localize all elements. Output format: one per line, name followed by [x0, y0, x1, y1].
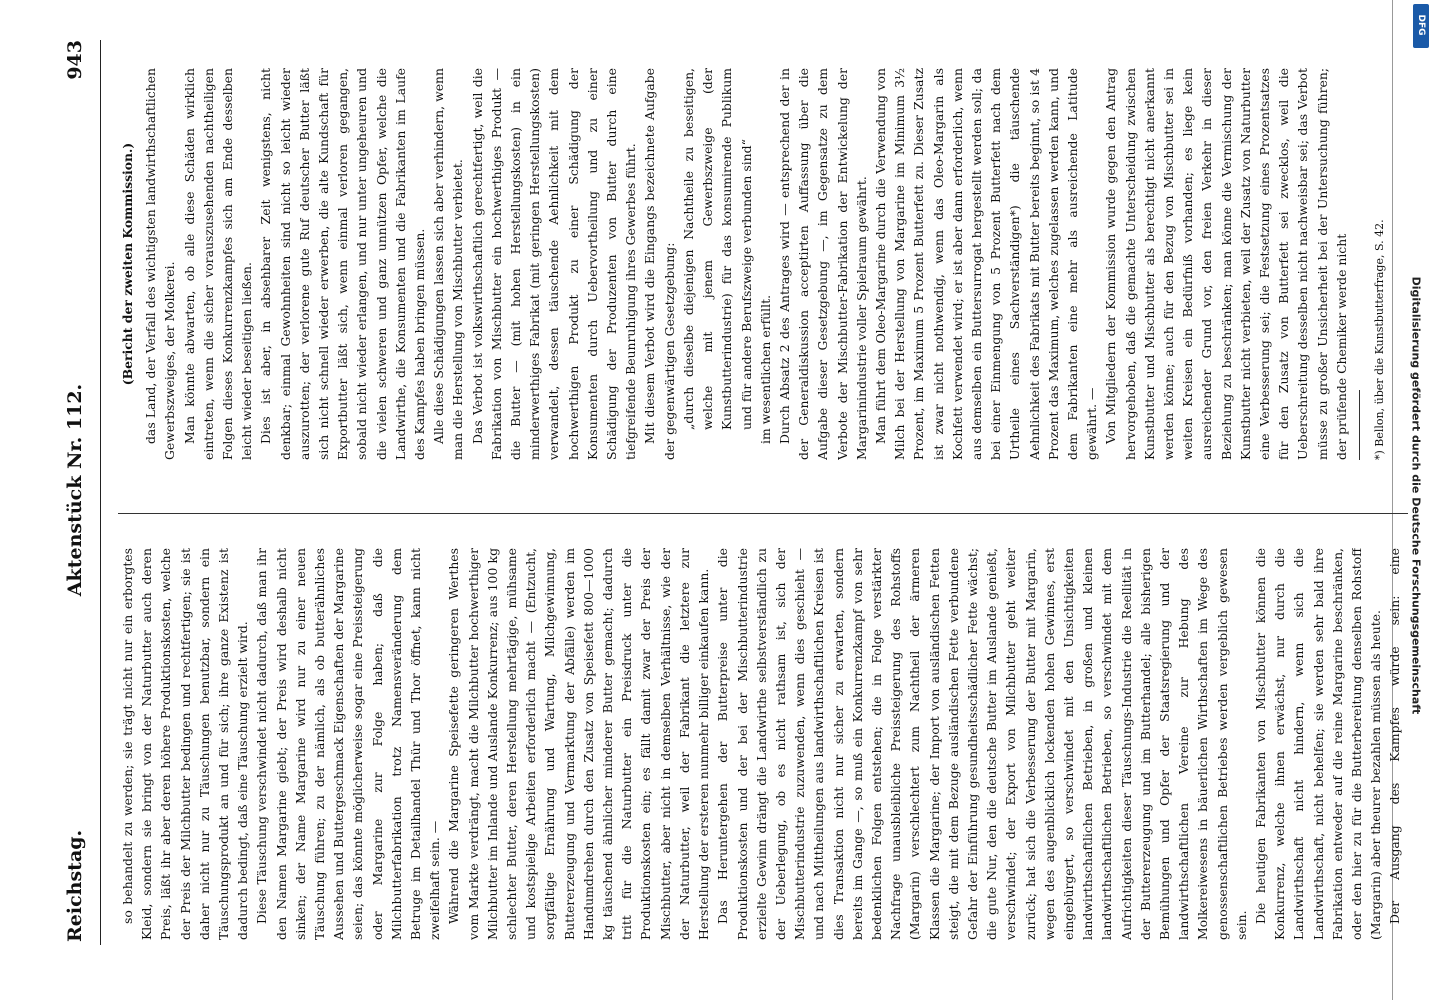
- column-separator: [118, 513, 1408, 514]
- paragraph: „durch dieselbe diejenigen Nachtheile zu beseitigen, welche mit jenem Gewerbszweige (der Kunstbutterindustrie) für das konsumirende Publikum und für andere Berufszweige verbunden sind“: [680, 68, 754, 430]
- page-number: 943: [64, 40, 86, 80]
- paragraph: Das Heruntergehen der Butterpreise unter die Produktionskosten und der bei der Mischbutterindustrie erzielte Gewinn drängt die Landwirthe selbstverständlich zu der Ueberlegung, ob es nicht rathsam ist, sich der Mischbutterindustrie zuzuwenden, wenn dies geschieht — und nach Mittheilungen aus landwirthschaftlichen Kreisen ist dies Transaktion nicht nur sicher zu erwarten, sondern bereits im Gange —, so muß ein Konkurrenzkampf von sehr bedenklichen Folgen entstehen; die in Folge verstärkter Nachfrage unausbleibliche Preissteigerung des Rohstoffs (Margarin) verschlechtert zum Nachtheil der ärmeren Klassen die Margarine; der Import von ausländischen Fetten steigt, die mit dem Bezuge ausländischen Fette verbundene Gefahr der Einführung gesundheitsschädlicher Fette wächst; die gute Nur, den die deutsche Butter im Auslande genießt, verschwindet; der Export von Milchbutter geht weiter zurück; hat sich die Verbesserung der Butter mit Margarin, wegen des augenblicklich lockenden hohen Gewinnes, erst eingebürgert, so verschwindet mit den Unsichtigkeiten landwirthschaftlichen Betrieben, in großen und kleinen landwirthschaftlichen Betrieben, so verschwindet mit dem Aufrichtigkeiten dieser Täuschungs-Industrie die Reellität in der Buttererzeugung und im Butterhandel; alle bisherigen Bemühungen und Opfer der Staatsregierung und der landwirthschaftlichen Vereine zur Hebung des Molkereiwesens in bäuerlichen Wirthschaften im Wege des genossenschaftlichen Betriebes werden vergeblich gewesen sein.: [715, 548, 1249, 940]
- header-rule: [100, 40, 101, 945]
- footnote: *) Bellon, über die Kunstbutterfrage, S. 42.: [1373, 219, 1386, 460]
- paragraph: so behandelt zu werden; sie trägt nicht nur ein erborgtes Kleid, sondern sie bringt von der Naturbutter auch deren Preis, läßt ihr aber deren höhere Produktionskosten, welche der Preis der Milchbutter bedingen und rechtfertigen; sie ist daher nicht nur zu Täuschungen benutzbar, sondern ein Täuschungsprodukt an und für sich; ihre ganze Existenz ist dadurch bedingt, daß eine Täuschung erzielt wird.: [120, 548, 251, 940]
- digitization-credit: [1405, 18, 1427, 978]
- paragraph: Während die Margarine Speisefette geringeren Werthes vom Markte verdrängt, macht die Milchbutter hochwerthiger Milchbutter im Inlande und Auslande Konkurrenz; aus 100 kg schlechter Butter, deren Herstellung mehrtägige, mühsame und kostspielige Arbeiten erforderlich macht — (Entzucht, sorgfältige Ernährung und Wartung, Milchgewinnung, Buttererzeugung und Vermarktung der Abfälle) werden im Handumdrehen durch den Zusatz von Speisefett 800—1000 kg täuschend ähnlicher minderer Butter gemacht; dadurch tritt für die Naturbutter ein Preisdruck unter die Produktionskosten ein; es fällt damit zwar der Preis der Mischbutter, aber nicht in demselben Verhältnisse, wie der der Naturbutter, weil der Fabrikant die letztere zur Herstellung der ersteren nunmehr billiger einkaufen kann.: [446, 548, 712, 940]
- paragraph: Dies ist aber, in absehbarer Zeit wenigstens, nicht denkbar; einmal Gewohnheiten sind nicht so leicht wieder auszurotten; der verlorene gute Ruf deutscher Butter läßt sich nicht schnell wieder erwerben, die alte Kundschaft für Exportbutter läßt sich, wenn einmal verloren gegangen, sobald nicht wieder erlangen, und nur unter ungeheuren und die vielen schweren und ganz unnützen Opfer, welche die Landwirthe, die Konsumenten und die Fabrikanten im Laufe des Kampfes haben bringen müssen.: [258, 68, 428, 460]
- paragraph: Durch Absatz 2 des Antrages wird — entsprechend der in der Generaldiskussion acceptirten Auffassung über die Aufgabe dieser Gesetzgebung —, im Gegensatze zu dem Verbote der Mischbutter-Fabrikation der Entwickelung der Margarinindustrie voller Spielraum gewährt.: [776, 68, 869, 460]
- paragraph: Alle diese Schädigungen lassen sich aber verhindern, wenn man die Herstellung von Mischbutter verbietet.: [431, 68, 466, 460]
- digitization-credit-text: Digitalisierung gefördert durch die Deutsche Forschungsgemeinschaft: [1409, 276, 1423, 715]
- paragraph: im wesentlichen erfüllt.: [757, 294, 773, 444]
- paragraph: Mit diesem Verbot wird die Eingangs bezeichnete Aufgabe der gegenwärtigen Gesetzgebung:: [642, 68, 677, 460]
- paragraph: Diese Täuschung verschwindet nicht dadurch, daß man ihr den Namen Margarine giebt; der Preis wird deshalb nicht sinken; der Name Margarine wird nur zu einer neuen Täuschung führen; zu der nämlich, als ob butterähnliches Aussehen und Buttergeschmack Eigenschaften der Margarine seien; das könnte möglicherweise sogar eine Preissteigerung oder Margarine zur Folge haben; daß die Milchbutterfabrikation trotz Namensveränderung dem Betruge im Detailhandel Thür und Thor öffnet, kann nicht zweifelhaft sein. —: [254, 548, 443, 940]
- right-column-heading: (Bericht der zweiten Kommission.): [120, 142, 135, 386]
- header-center: [64, 280, 98, 700]
- right-text-column: [118, 68, 1408, 460]
- header-left: Reichstag.: [64, 829, 86, 942]
- paragraph: Die heutigen Fabrikanten von Mischbutter können die Konkurrenz, welche ihnen erwächst, nur durch die Landwirthschaft nicht hindern, wenn sich die Landwirthschaft, nicht behelfen; sie werden sehr bald ihre Fabrikation entweder auf die reine Margarine beschränken, oder den hier zu für die Butterbereitung denselben Rohstoff (Margarin) aber theurer bezahlen müssen als heute.: [1252, 548, 1384, 940]
- header-right: [64, 40, 98, 180]
- paragraph: Das Verbot ist volkswirthschaftlich gerechtfertigt, weil die Fabrikation von Mischbutter ein hochwerthiges Produkt — die Butter — (mit hohen Herstellungskosten) in ein minderwerthiges Fabrikat (mit geringen Herstellungskosten) verwandelt, dessen täuschende Aehnlichkeit mit dem hochwerthigen Produkt zu einer Schädigung der Konsumenten durch Uebervortheilung und zu einer Schädigung der Produzenten von Butter durch eine tiefgreifende Beunruhigung ihres Gewerbes führt.: [469, 68, 639, 460]
- footnote-rule: [1359, 390, 1360, 460]
- dfg-logo: [1413, 4, 1429, 48]
- paragraph: Man führt dem Oleo-Margarine durch die Verwendung von Milch bei der Herstellung von Margarine im Minimum 3½ Prozent, im Maximum 5 Prozent Butterfett zu. Dieser Zusatz ist zwar nicht nothwendig, wenn das Oleo-Margarin als Kochfett verwendet wird; er ist aber dann erforderlich, wenn aus demselben ein Buttersurrogat hergestellt werden soll; da bei einer Einmengung von 5 Prozent Butterfett nach dem Urtheile eines Sachverständigen*) die täuschende Aehnlichkeit des Fabrikats mit Butter bereits beginnt, so ist 4 Prozent das Maximum, welches zugelassen werden kann, und dem Fabrikanten eine mehr als ausreichende Latitude gewährt. —: [872, 68, 1100, 460]
- paragraph: das Land, der Verfall des wichtigsten landwirthschaftlichen Gewerbszweiges, der Molkerei.: [143, 68, 178, 460]
- paragraph: Man könnte abwarten, ob alle diese Schäden wirklich eintreten, wenn die sicher vorauszusehenden nachtheiligen Folgen dieses Konkurrenzkampfes sich am Ende desselben leicht wieder beseitigen ließen.: [181, 68, 255, 460]
- paragraph: Von Mitgliedern der Kommission wurde gegen den Antrag hervorgehoben, daß die gemachte Unterscheidung zwischen Kunstbutter und Mischbutter als berechtigt nicht anerkannt werden könne; auch für den Bezug von Mischbutter sei in weiten Kreisen ein Bedürfniß vorhanden; es liege kein ausreichender Grund vor, den freien Verkehr in dieser Beziehung zu beschränken; man könne die Vermischung der Kunstbutter nicht verbieten, weil der Zusatz von Naturbutter eine Verbesserung sei; die Festsetzung eines Prozentsatzes für den Zusatz von Butterfett sei zwecklos, weil die Ueberschreitung desselben nicht nachweisbar sei; das Verbot müsse zu großer Unsicherheit bei der Untersuchung führen; der prüfende Chemiker werde nicht: [1103, 68, 1349, 460]
- left-text-column: [118, 548, 1408, 940]
- dfg-logo-text: DFG: [1416, 14, 1426, 36]
- paragraph: Der Ausgang des Kampfes würde sein: eine: [1387, 548, 1403, 924]
- header-document-number: Aktenstück Nr. 112.: [64, 383, 86, 597]
